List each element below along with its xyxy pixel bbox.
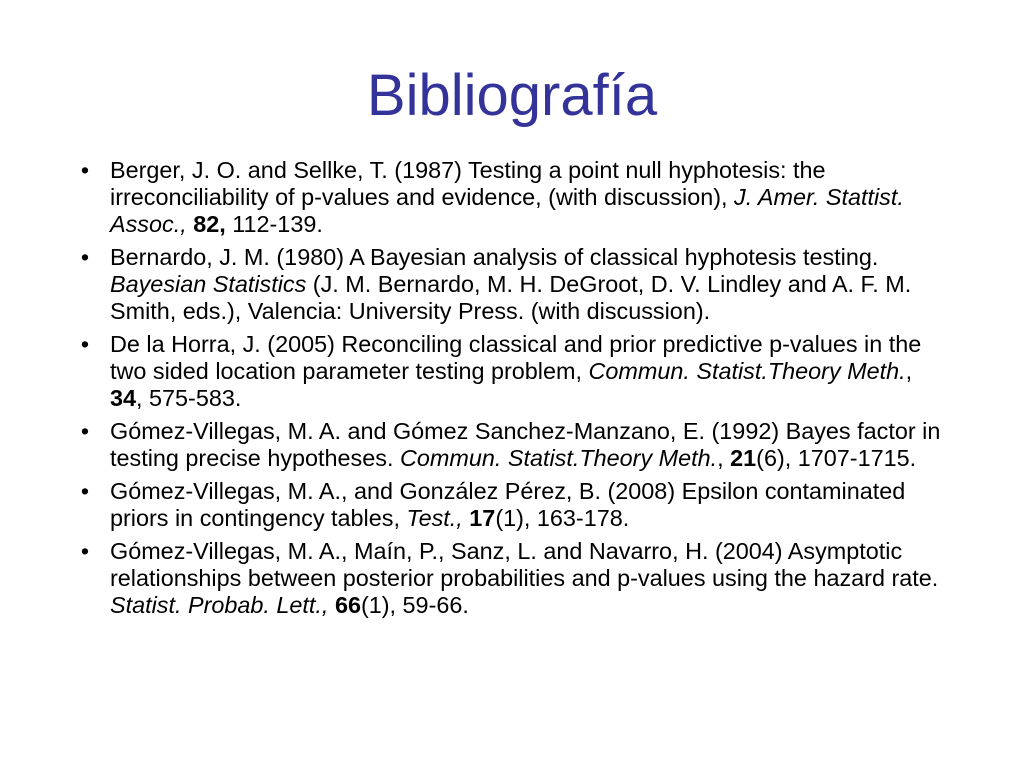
reference-list	[80, 157, 950, 625]
reference-text: Gómez-Villegas, M. A., and González Pérez, B. (2008) Epsilon contaminated priors in contingency tables,	[110, 478, 906, 531]
reference-pages: (1), 163-178.	[495, 505, 630, 531]
reference-item-gomezvillegas-1992	[80, 418, 950, 472]
bullet-icon: •	[80, 538, 90, 564]
bullet-icon: •	[80, 478, 90, 504]
reference-item-gomezvillegas-2008	[80, 478, 950, 532]
reference-text: Bernardo, J. M. (1980) A Bayesian analysis of classical hyphotesis testing.	[110, 244, 879, 270]
reference-pages: (6), 1707-1715.	[756, 445, 917, 471]
reference-journal: Statist. Probab. Lett.,	[110, 592, 329, 618]
reference-pages: (1), 59-66.	[360, 592, 469, 618]
reference-tail: (J. M. Bernardo, M. H. DeGroot, D. V. Lindley and A. F. M. Smith, eds.), Valencia: University Press. (with discussion).	[110, 271, 912, 324]
reference-pages: , 575-583.	[136, 385, 242, 411]
bullet-icon: •	[80, 418, 90, 444]
reference-journal: Commun. Statist.Theory Meth.	[399, 445, 718, 471]
bullet-icon: •	[80, 157, 90, 183]
reference-text: De la Horra, J. (2005) Reconciling classical and prior predictive p-values in the two sided location parameter testing problem,	[110, 331, 922, 384]
reference-pages: 112-139.	[225, 211, 323, 237]
reference-item-berger-1987	[80, 157, 950, 238]
reference-separator: ,	[905, 358, 913, 384]
reference-volume: 21	[730, 445, 757, 471]
reference-journal: Bayesian Statistics	[110, 271, 307, 297]
reference-separator: ,	[717, 445, 731, 471]
reference-item-bernardo-1980	[80, 244, 950, 325]
reference-journal: Test.,	[406, 505, 463, 531]
reference-journal: Commun. Statist.Theory Meth.	[588, 358, 906, 384]
reference-volume: 82,	[193, 211, 226, 237]
reference-text: Gómez-Villegas, M. A., Maín, P., Sanz, L. and Navarro, H. (2004) Asymptotic relationships between posterior probabilities and p-values using the hazard rate.	[110, 538, 939, 591]
reference-text: Gómez-Villegas, M. A. and Gómez Sanchez-Manzano, E. (1992) Bayes factor in testing precise hypotheses.	[110, 418, 941, 471]
reference-item-gomezvillegas-2004	[80, 538, 950, 619]
reference-journal: J. Amer. Stattist. Assoc.,	[110, 184, 904, 237]
reference-item-delahorra-2005	[80, 331, 950, 412]
reference-volume: 17	[469, 505, 496, 531]
reference-text: Berger, J. O. and Sellke, T. (1987) Testing a point null hyphotesis: the irreconciliability of p-values and evidence, (with discussion),	[110, 157, 826, 210]
reference-volume: 66	[334, 592, 361, 618]
slide-title: Bibliografía	[366, 63, 658, 128]
reference-volume: 34	[110, 385, 137, 411]
bullet-icon: •	[80, 244, 90, 270]
bullet-icon: •	[80, 331, 90, 357]
